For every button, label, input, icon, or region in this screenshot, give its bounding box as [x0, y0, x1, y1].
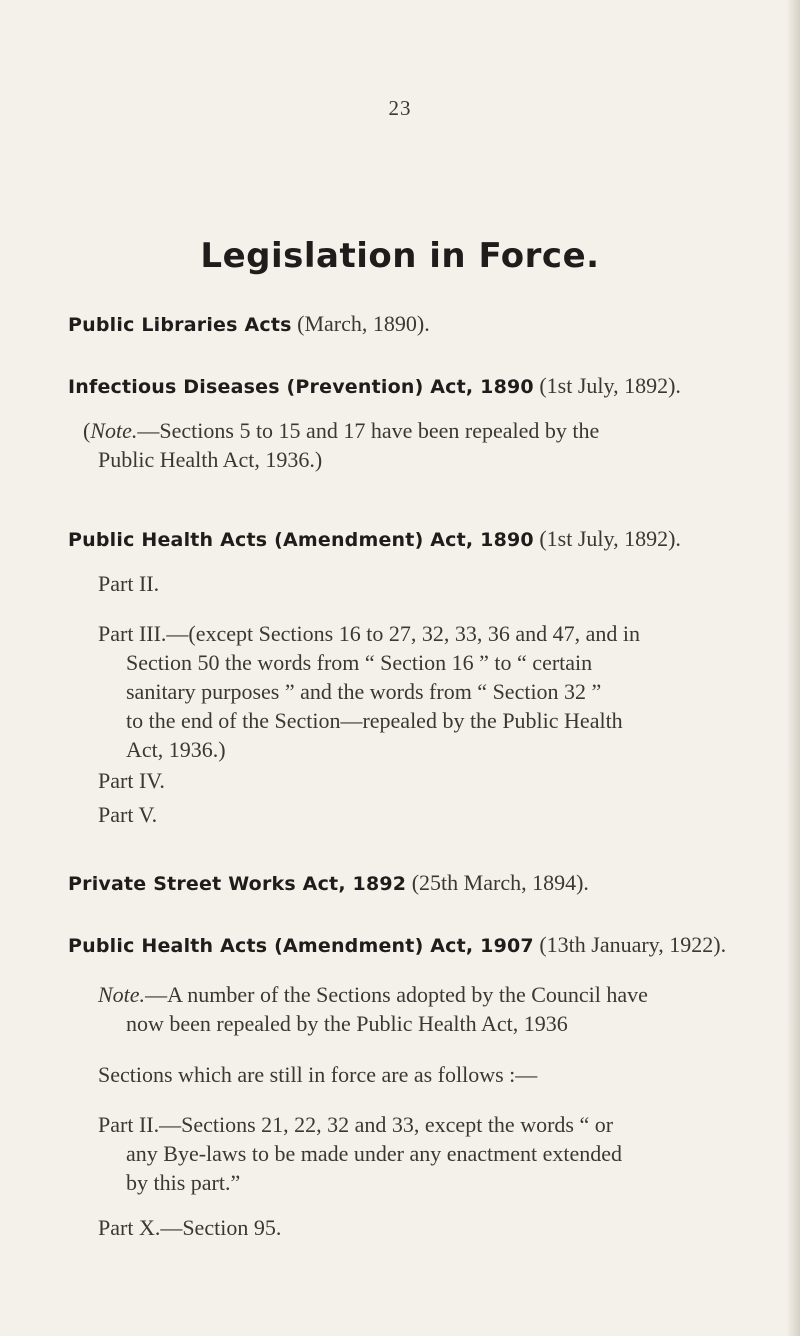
note-text: —A number of the Sections adopted by the Council have: [145, 982, 648, 1007]
part-iii-line: Section 50 the words from “ Section 16 ” to “ certain: [126, 650, 593, 675]
act-date: (25th March, 1894).: [411, 870, 589, 895]
note-label: Note.: [90, 418, 138, 443]
entry-private-street-works: [68, 870, 768, 896]
act-name: Public Health Acts (Amendment) Act, 1907: [68, 935, 534, 957]
act-date: (1st July, 1892).: [539, 526, 681, 551]
page-title: Legislation in Force.: [200, 236, 600, 276]
act-date: (13th January, 1922).: [539, 932, 727, 957]
act-name: Infectious Diseases (Prevention) Act, 1890: [68, 376, 534, 398]
note-text: now been repealed by the Public Health Act, 1936: [126, 1011, 568, 1036]
part-v: Part V.: [98, 802, 158, 827]
page-number: 23: [388, 96, 412, 120]
part-ii: Part II.: [98, 571, 160, 596]
part-ii-1907-line: any Bye-laws to be made under any enactment extended: [126, 1141, 623, 1166]
note-1907: [98, 980, 648, 1038]
act-name: Public Health Acts (Amendment) Act, 1890: [68, 529, 534, 551]
part-iii-line: sanitary purposes ” and the words from “ Section 32 ”: [126, 679, 602, 704]
act-name: Public Libraries Acts: [68, 314, 292, 336]
part-ii-1907: [98, 1110, 622, 1197]
infectious-note: (Note.—Sections 5 to 15 and 17 have been repealed by the Public Health Act, 1936.): [83, 418, 600, 472]
entry-public-health-1890: [68, 526, 768, 552]
entry-public-health-1907: [68, 932, 768, 958]
part-iv: Part IV.: [98, 768, 165, 793]
part-x: Part X.—Section 95.: [98, 1215, 282, 1240]
entry-public-libraries: [68, 311, 768, 337]
note-text: —Sections 5 to 15 and 17 have been repealed by the: [137, 418, 600, 443]
part-ii-1907-line: by this part.”: [126, 1170, 241, 1195]
part-iii-line: Part III.—(except Sections 16 to 27, 32, 33, 36 and 47, and in: [98, 621, 640, 646]
note-label: Note.: [98, 982, 146, 1007]
page-edge-shadow: [786, 0, 800, 1336]
part-iii-line: Act, 1936.): [126, 737, 226, 762]
entry-infectious-diseases: [68, 373, 768, 399]
act-date: (1st July, 1892).: [539, 373, 681, 398]
act-name: Private Street Works Act, 1892: [68, 873, 407, 895]
sections-intro: Sections which are still in force are as follows :—: [98, 1062, 538, 1087]
part-ii-1907-line: Part II.—Sections 21, 22, 32 and 33, except the words “ or: [98, 1112, 614, 1137]
note-text: Public Health Act, 1936.): [98, 447, 323, 472]
part-iii: [98, 619, 640, 764]
part-iii-line: to the end of the Section—repealed by the Public Health: [126, 708, 623, 733]
act-date: (March, 1890).: [297, 311, 430, 336]
